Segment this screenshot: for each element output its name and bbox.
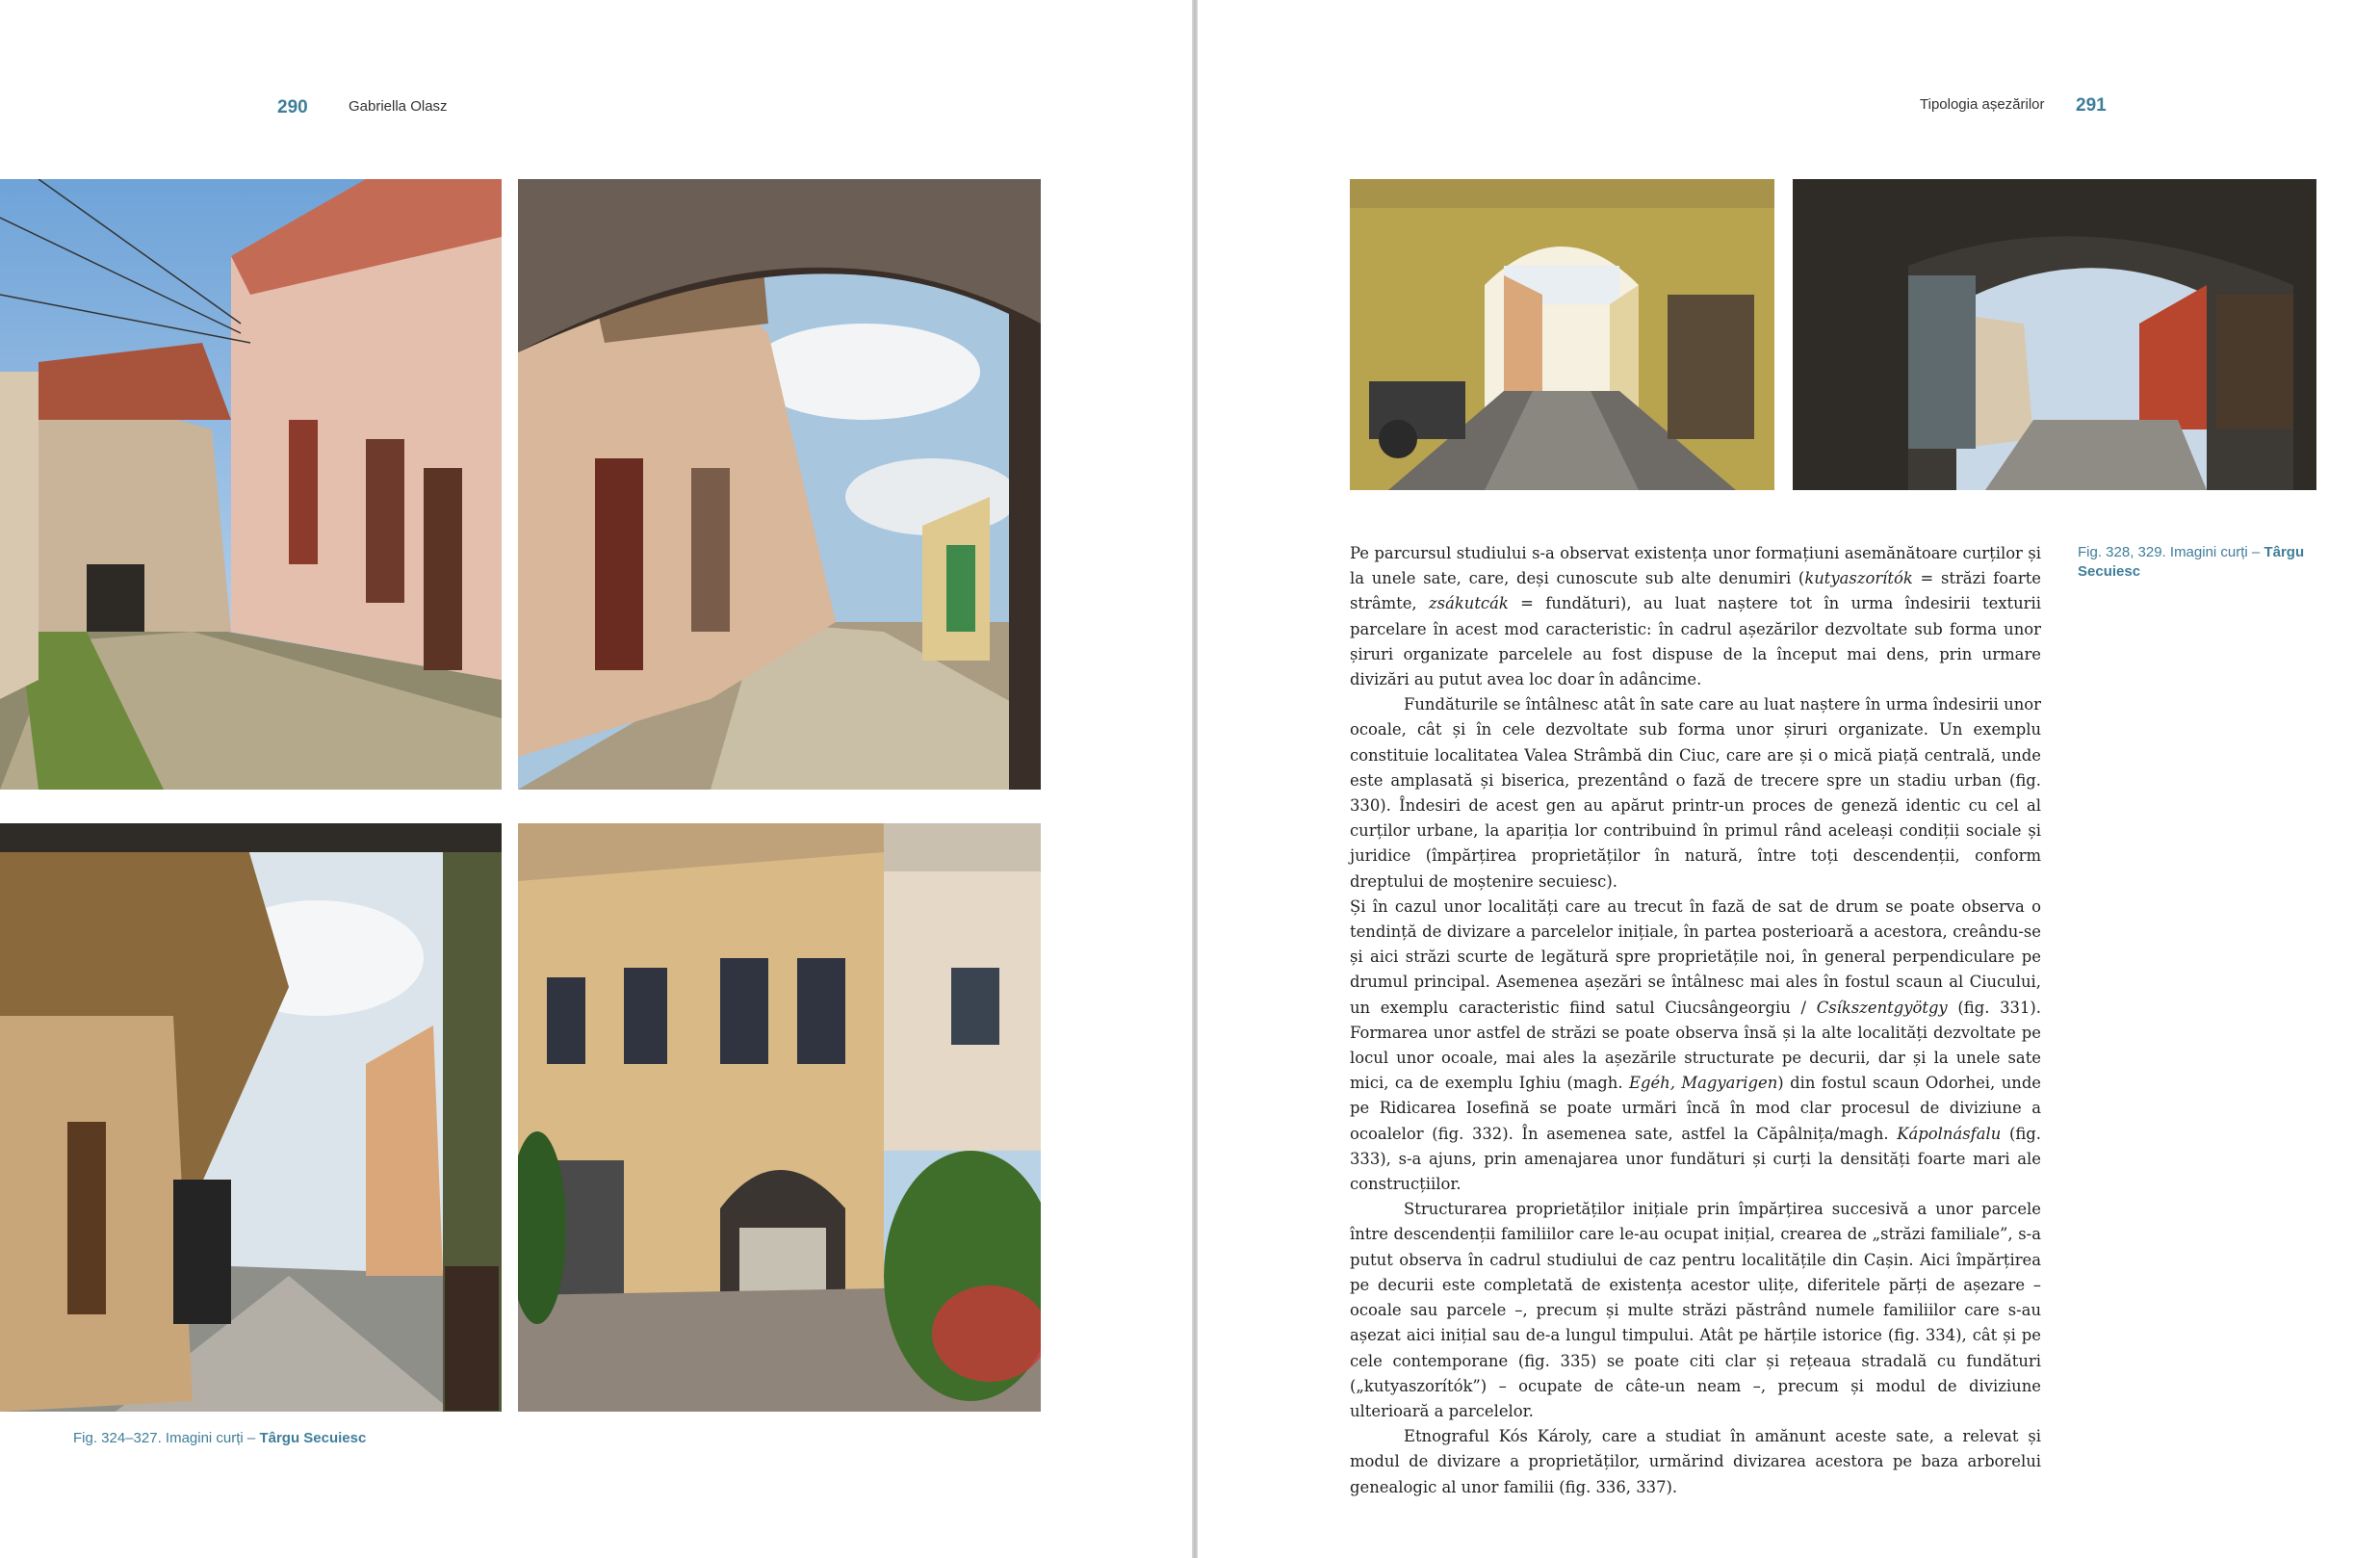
italic-term: zsákutcák xyxy=(1429,594,1509,613)
paragraph xyxy=(1350,692,2041,895)
dark-arch-courtyard-photo xyxy=(1793,179,2316,490)
italic-term: Kápolnásfalu xyxy=(1897,1124,2002,1143)
italic-term: kutyaszorítók xyxy=(1804,569,1913,588)
text-run: Și în cazul unor localități care au trecut în fază de sat de drum se poate observa o tendință de divizare a parcelelor inițiale, în partea posterioară a acestora, creându-se și aici străzi scurte de legătură spre proprietățile noi, în general perpendiculare pe drumul principal. Asemenea așezări se întâlnesc mai ales în fostul scaun al Ciucului, un exemplu caracteristic fiind satul Ciucsângeorgiu / xyxy=(1350,896,2041,1017)
figure-caption-left xyxy=(73,1429,366,1448)
italic-term: Egéh, Magyarigen xyxy=(1628,1074,1778,1093)
text-run: = fundături), au luat naștere tot în urma îndesirii texturii parcelare în acest mod caracteristic: în cadrul așezărilor dezvoltate sub forma unor șiruri organizate parcelele au fost dispuse de la început mai dens, prin urmare divizări au putut avea loc doar în adâncime. xyxy=(1350,594,2041,689)
paragraph xyxy=(1350,1197,2041,1424)
covered-passage-photo xyxy=(0,823,502,1412)
caption-prefix: Fig. 328, 329. Imagini curți – xyxy=(2078,544,2264,560)
paragraph xyxy=(1350,895,2041,1197)
caption-place: Târgu Secuiesc xyxy=(2078,544,2305,580)
arch-view-street-photo xyxy=(518,179,1041,790)
text-run: Pe parcursul studiului s-a observat existența unor formațiuni asemănătoare curților și la unele sate, care, deși cunoscute sub alte denumiri ( xyxy=(1350,544,2041,588)
paragraph xyxy=(1350,541,2041,692)
caption-place: Târgu Secuiesc xyxy=(259,1430,367,1446)
text-run: (fig. 333), s-a ajuns, prin amenajarea unor fundături și curți la densități foarte mari ale construcțiilor. xyxy=(1350,1124,2041,1194)
text-run: Structurarea proprietăților inițiale prin împărțirea succesivă a unor parcele între descendenții familiilor care le-au ocupat inițial, crearea de „străzi familiale”, s-a putut observa în cadrul studiului de caz pentru localitățile din Cașin. Aici împărțirea pe decurii este completată de existența acestor ulițe, diferitele părți de așezare – ocoale sau parcele –, precum și multe străzi păstrând numele familiilor care s-au așezat aici inițial sau de-a lungul timpului. Atât pe hărțile istorice (fig. 334), cât și pe cele contemporane (fig. 335) se poate citi clar și rețeaua stradală cu fundături („kutyaszorítók”) – ocupate de câte-un neam –, precum și modul de diviziune ulterioară a parcelelor. xyxy=(1350,1200,2041,1420)
paragraph xyxy=(1350,1424,2041,1500)
body-text xyxy=(1350,541,2041,1500)
right-page xyxy=(1198,0,2380,1558)
running-head-left: Gabriella Olasz xyxy=(349,98,448,115)
caption-prefix: Fig. 324–327. Imagini curți – xyxy=(73,1430,260,1446)
text-run: ) din fostul scaun Odorhei, unde pe Ridicarea Iosefină se poate urmări încă în mod clar procesul de diviziune a ocoalelor (fig. 332). În asemenea sate, astfel la Căpâlnița/magh. xyxy=(1350,1074,2042,1143)
text-run: (fig. 331). Formarea unor astfel de străzi se poate observa însă și la alte localități dezvoltate pe locul unor ocoale, mai ales la așezările structurate pe decurii, dar și la unele sate mici, ca de exemplu Ighiu (magh. xyxy=(1350,998,2042,1093)
italic-term: Csíkszentgyötgy xyxy=(1816,998,1948,1017)
figure-caption-right xyxy=(2078,543,2338,582)
courtyard-cannon-photo xyxy=(1350,179,1774,490)
text-run: Fundăturile se întâlnesc atât în sate care au luat naștere în urma îndesirii unor ocoale, cât și în cele dezvoltate sub forma unor șiruri organizate. Un exemplu constituie localitatea Valea Strâmbă din Ciuc, care are și o mică piață centrală, unde este amplasată și biserica, prezentând o fază de trecere spre un stadiu urban (fig. 330). Îndesiri de acest gen au apărut printr-un proces de geneză identic cu cel al curților urbane, la apariția lor contribuind în primul rând aceleași condiții sociale și juridice (împărțirea proprietăților în natură, între toți descendenții, conform dreptului de moștenire secuiesc). xyxy=(1350,695,2041,891)
building-facade-gateway-photo xyxy=(518,823,1041,1412)
text-run: = străzi foarte strâmte, xyxy=(1350,569,2041,613)
text-run: Etnograful Kós Károly, care a studiat în amănunt aceste sate, a relevat și modul de divizare a proprietăților, urmărind divizarea acestora pe baza arborelui genealogic al unor familii (fig. 336, 337). xyxy=(1350,1427,2041,1496)
alley-street-photo xyxy=(0,179,502,790)
page-number-right: 291 xyxy=(2076,95,2107,116)
page-number-left: 290 xyxy=(277,97,308,117)
running-head-right: Tipologia așezărilor xyxy=(1920,96,2045,113)
